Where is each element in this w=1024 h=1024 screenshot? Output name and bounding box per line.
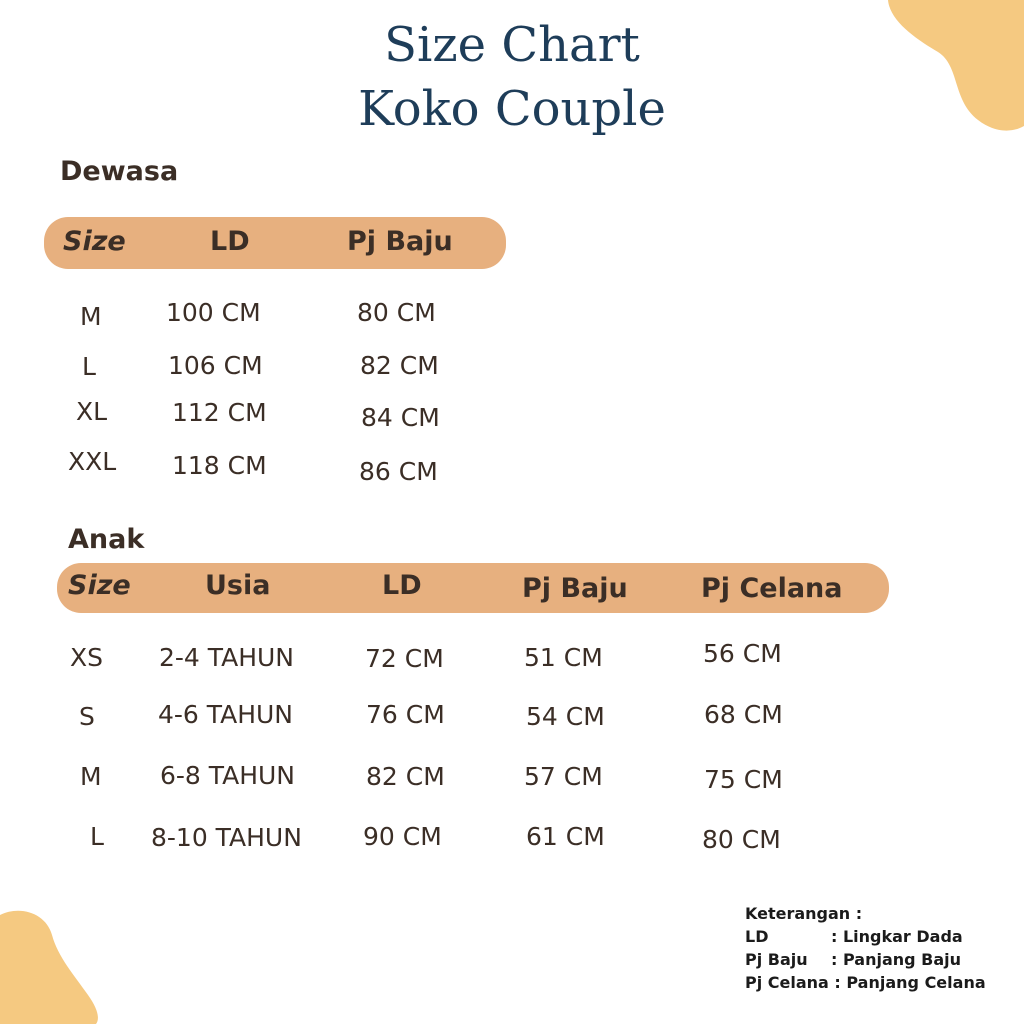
ld-cell: 76 CM bbox=[366, 700, 445, 729]
ld-cell: 90 CM bbox=[363, 822, 442, 851]
usia-cell: 4-6 TAHUN bbox=[158, 700, 294, 729]
legend-value: : Panjang Baju bbox=[831, 950, 962, 969]
anak-header-pj-baju: Pj Baju bbox=[522, 573, 628, 604]
ld-cell: 72 CM bbox=[365, 644, 444, 673]
size-cell: XL bbox=[76, 397, 108, 426]
usia-cell: 6-8 TAHUN bbox=[160, 761, 296, 790]
dewasa-header-pj-baju: Pj Baju bbox=[347, 226, 453, 257]
usia-cell: 8-10 TAHUN bbox=[151, 823, 302, 852]
pj-baju-cell: 82 CM bbox=[360, 351, 439, 380]
legend-title: Keterangan : bbox=[745, 904, 863, 923]
ld-cell: 112 CM bbox=[172, 398, 267, 427]
usia-cell: 2-4 TAHUN bbox=[159, 643, 295, 672]
ld-cell: 82 CM bbox=[366, 762, 445, 791]
pj-celana-cell: 68 CM bbox=[704, 700, 783, 729]
legend-value: : Lingkar Dada bbox=[831, 927, 963, 946]
pj-celana-cell: 80 CM bbox=[702, 825, 781, 854]
anak-header-usia: Usia bbox=[205, 570, 271, 601]
pj-baju-cell: 86 CM bbox=[359, 457, 438, 486]
ld-cell: 100 CM bbox=[166, 298, 261, 327]
pj-celana-cell: 56 CM bbox=[703, 639, 782, 668]
ld-cell: 106 CM bbox=[168, 351, 263, 380]
dewasa-heading: Dewasa bbox=[60, 156, 179, 187]
legend-key: Pj Baju bbox=[745, 950, 808, 969]
pj-baju-cell: 57 CM bbox=[524, 762, 603, 791]
size-cell: XS bbox=[70, 643, 103, 672]
bottom-left-blob bbox=[0, 905, 110, 1024]
size-cell: XXL bbox=[68, 447, 117, 476]
pj-baju-cell: 51 CM bbox=[524, 643, 603, 672]
title-line-1: Size Chart bbox=[384, 17, 640, 73]
size-cell: M bbox=[80, 762, 102, 791]
anak-header-size: Size bbox=[68, 570, 131, 601]
pj-celana-cell: 75 CM bbox=[704, 765, 783, 794]
dewasa-header-size: Size bbox=[63, 226, 126, 257]
size-cell: S bbox=[79, 702, 95, 731]
title-line-2: Koko Couple bbox=[358, 81, 666, 137]
anak-header-ld: LD bbox=[382, 570, 422, 601]
pj-baju-cell: 54 CM bbox=[526, 702, 605, 731]
legend bbox=[745, 902, 986, 994]
dewasa-header-ld: LD bbox=[210, 226, 250, 257]
anak-heading: Anak bbox=[68, 524, 145, 555]
size-cell: L bbox=[90, 822, 104, 851]
ld-cell: 118 CM bbox=[172, 451, 267, 480]
pj-baju-cell: 80 CM bbox=[357, 298, 436, 327]
size-cell: L bbox=[82, 352, 96, 381]
size-cell: M bbox=[80, 302, 102, 331]
legend-key: LD bbox=[745, 927, 769, 946]
pj-baju-cell: 84 CM bbox=[361, 403, 440, 432]
legend-item bbox=[745, 971, 986, 994]
anak-header-pj-celana: Pj Celana bbox=[701, 573, 843, 604]
legend-item bbox=[745, 925, 986, 948]
legend-value: : Panjang Celana bbox=[828, 973, 986, 992]
legend-key: Pj Celana bbox=[745, 973, 829, 992]
legend-item bbox=[745, 948, 986, 971]
pj-baju-cell: 61 CM bbox=[526, 822, 605, 851]
